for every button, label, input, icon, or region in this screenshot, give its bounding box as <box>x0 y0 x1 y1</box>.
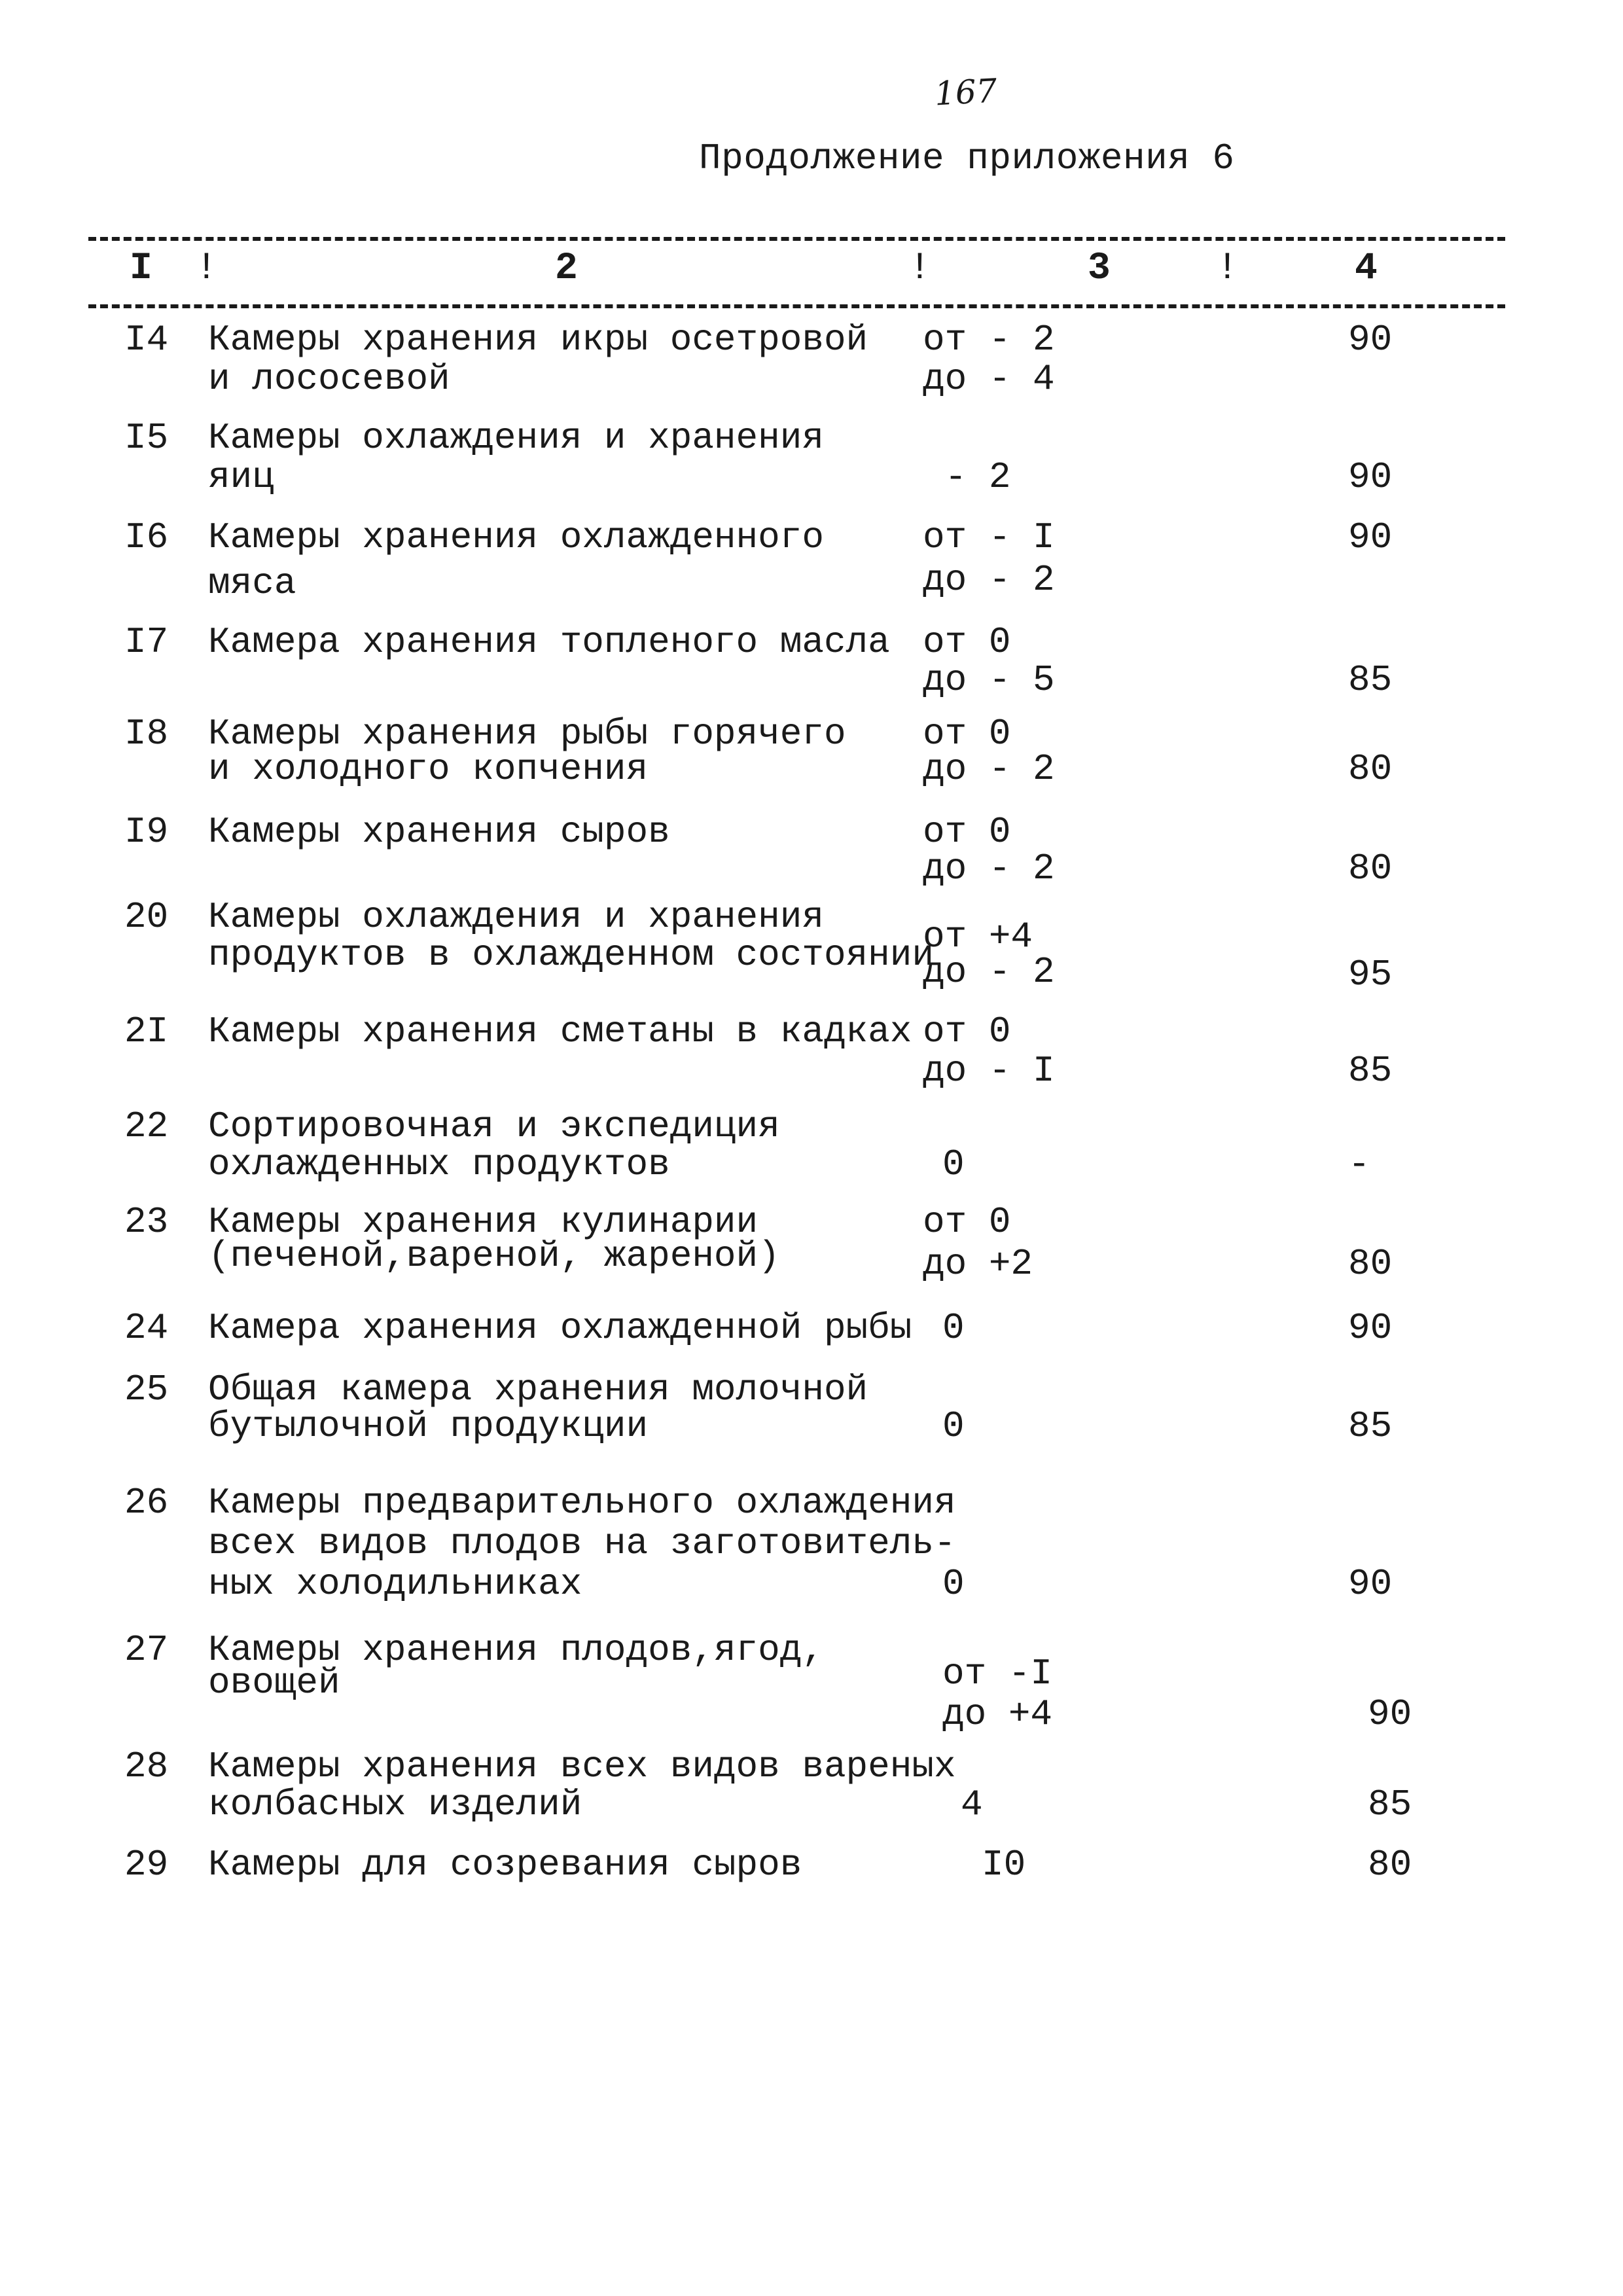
row-description: Камеры хранения сметаны в кадках <box>208 1011 912 1052</box>
row-number: I5 <box>124 417 169 459</box>
row-temperature: от 0 <box>923 713 1011 755</box>
column-separator: ! <box>1216 247 1239 290</box>
page-number: 167 <box>933 71 998 113</box>
appendix-caption: Продолжение приложения 6 <box>699 137 1235 179</box>
row-description: (печеной,вареной, жареной) <box>208 1235 780 1277</box>
row-humidity: 90 <box>1348 456 1393 498</box>
row-number: I4 <box>124 319 169 361</box>
row-description: колбасных изделий <box>208 1784 582 1825</box>
row-temperature: до - 4 <box>923 358 1055 400</box>
row-number: I6 <box>124 516 169 558</box>
row-temperature: 4 <box>961 1784 983 1825</box>
row-humidity: 95 <box>1348 954 1393 996</box>
row-description: ных холодильниках <box>208 1563 582 1605</box>
row-temperature: от - I <box>923 516 1055 558</box>
row-temperature: от +4 <box>923 916 1033 958</box>
row-number: I8 <box>124 713 169 755</box>
row-number: 29 <box>124 1844 169 1886</box>
row-number: 23 <box>124 1201 169 1243</box>
table-top-rule <box>88 237 1505 241</box>
row-humidity: 85 <box>1368 1784 1412 1825</box>
row-description: и лососевой <box>208 358 450 400</box>
row-number: I9 <box>124 811 169 853</box>
row-temperature: до - 2 <box>923 748 1055 790</box>
column-header-2: 2 <box>555 247 578 290</box>
row-temperature: от - 2 <box>923 319 1055 361</box>
row-temperature: 0 <box>942 1307 965 1349</box>
row-description: Камеры для созревания сыров <box>208 1844 802 1886</box>
row-temperature: до +4 <box>942 1693 1053 1735</box>
row-temperature: от 0 <box>923 1201 1011 1243</box>
row-temperature: до - 5 <box>923 659 1055 701</box>
row-number: 25 <box>124 1369 169 1410</box>
row-description: Камеры охлаждения и хранения <box>208 896 824 938</box>
column-header-4: 4 <box>1355 247 1378 290</box>
row-humidity: - <box>1348 1143 1370 1185</box>
row-description: Камеры хранения икры осетровой <box>208 319 868 361</box>
row-humidity: 80 <box>1348 848 1393 889</box>
row-humidity: 90 <box>1368 1693 1412 1735</box>
row-description: продуктов в охлажденном состоянии <box>208 934 934 976</box>
row-description: бутылочной продукции <box>208 1405 649 1447</box>
row-humidity: 90 <box>1348 319 1393 361</box>
row-number: 26 <box>124 1482 169 1524</box>
column-header-1: I <box>130 247 152 290</box>
row-description: овощей <box>208 1662 340 1704</box>
row-humidity: 90 <box>1348 1563 1393 1605</box>
row-temperature: от 0 <box>923 1011 1011 1052</box>
row-number: 27 <box>124 1629 169 1671</box>
row-description: охлажденных продуктов <box>208 1143 670 1185</box>
row-description: Камеры хранения кулинарии <box>208 1201 758 1243</box>
row-temperature: - 2 <box>923 456 1011 498</box>
row-description: Камеры хранения сыров <box>208 811 670 853</box>
row-description: Общая камера хранения молочной <box>208 1369 868 1410</box>
column-separator: ! <box>908 247 931 290</box>
row-temperature: до - I <box>923 1050 1055 1092</box>
row-description: Камеры хранения всех видов вареных <box>208 1746 956 1787</box>
row-description: и холодного копчения <box>208 748 649 790</box>
row-temperature: до - 2 <box>923 848 1055 889</box>
row-humidity: 90 <box>1348 516 1393 558</box>
row-number: 22 <box>124 1105 169 1147</box>
row-number: 20 <box>124 896 169 938</box>
row-description: Камера хранения охлажденной рыбы <box>208 1307 912 1349</box>
row-humidity: 80 <box>1368 1844 1412 1886</box>
row-temperature: от 0 <box>923 811 1011 853</box>
column-separator: ! <box>195 247 218 290</box>
row-humidity: 80 <box>1348 748 1393 790</box>
row-humidity: 80 <box>1348 1243 1393 1285</box>
row-humidity: 90 <box>1348 1307 1393 1349</box>
row-description: Камеры хранения охлажденного <box>208 516 824 558</box>
row-number: 24 <box>124 1307 169 1349</box>
row-temperature: от -I <box>942 1653 1053 1695</box>
row-number: 2I <box>124 1011 169 1052</box>
row-temperature: 0 <box>942 1143 965 1185</box>
row-temperature: от 0 <box>923 621 1011 663</box>
row-description: Камеры охлаждения и хранения <box>208 417 824 459</box>
row-temperature: 0 <box>942 1563 965 1605</box>
row-humidity: 85 <box>1348 1405 1393 1447</box>
row-temperature: до +2 <box>923 1243 1033 1285</box>
row-number: I7 <box>124 621 169 663</box>
row-description: всех видов плодов на заготовитель- <box>208 1522 956 1564</box>
row-humidity: 85 <box>1348 659 1393 701</box>
row-description: Сортировочная и экспедиция <box>208 1105 780 1147</box>
row-temperature: I0 <box>982 1844 1026 1886</box>
row-description: Камеры хранения рыбы горячего <box>208 713 846 755</box>
row-description: яиц <box>208 456 274 498</box>
row-description: Камеры хранения плодов,ягод, <box>208 1629 824 1671</box>
row-description: Камеры предварительного охлаждения <box>208 1482 956 1524</box>
row-description: Камера хранения топленого масла <box>208 621 890 663</box>
table-header-rule <box>88 304 1505 308</box>
row-number: 28 <box>124 1746 169 1787</box>
column-header-3: 3 <box>1088 247 1111 290</box>
row-humidity: 85 <box>1348 1050 1393 1092</box>
row-description: мяса <box>208 562 296 604</box>
row-temperature: до - 2 <box>923 951 1055 993</box>
row-temperature: 0 <box>942 1405 965 1447</box>
row-temperature: до - 2 <box>923 559 1055 601</box>
